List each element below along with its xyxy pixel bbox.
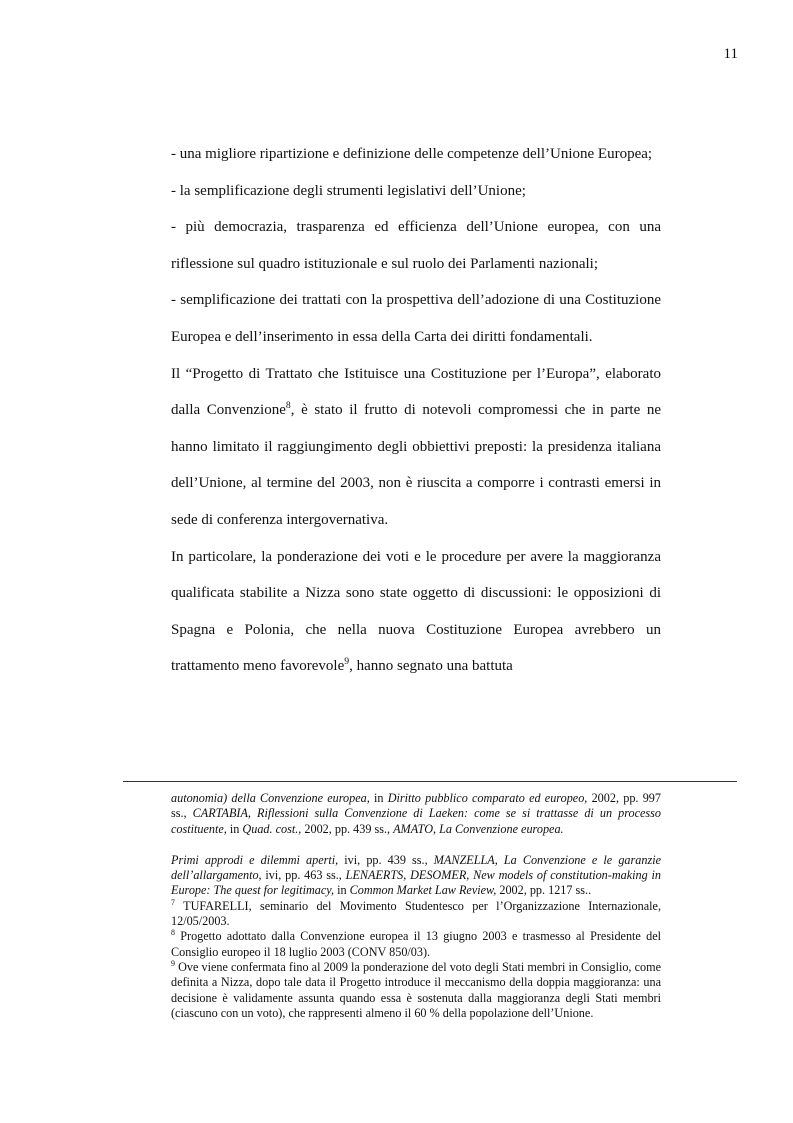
footnote-separator <box>123 781 737 782</box>
paragraph-progetto <box>171 356 661 539</box>
footnote-continuation-2 <box>171 853 661 899</box>
paragraph-progetto-text-b: , è stato il frutto di notevoli compromessi che in parte ne hanno limitato il raggiungimento degli obbiettivi preposti: la presidenza italiana dell’Unione, al termine del 2003, non è riuscita a comporre i contrasti emersi in sede di conferenza intergovernativa. <box>171 402 661 528</box>
footnote-continuation-1 <box>171 791 661 837</box>
fn-cont1-t7: Quad. cost., <box>242 821 302 836</box>
fn-cont1-t6: in <box>226 821 243 836</box>
paragraph-particolare-text-b: , hanno segnato una battuta <box>349 658 513 675</box>
list-item-competenze: - una migliore ripartizione e definizione delle competenze dell’Unione Europea; <box>171 146 653 162</box>
fn-cont1-t9: AMATO, La Convenzione europea. <box>393 821 564 836</box>
footnote-8-number: 8 <box>171 928 175 938</box>
fn-cont1-t8: 2002, pp. 439 ss., <box>301 821 394 836</box>
fn-cont1-t5: CARTABIA, Riflessioni sulla Convenzione di Laeken: come se si trattasse di un processo costituente, <box>171 806 661 836</box>
fn-cont1-t2: in <box>369 791 388 805</box>
footnote-8-text: Progetto adottato dalla Convenzione europea il 13 giugno 2003 e trasmesso al Presidente del Consiglio europeo il 18 luglio 2003 (CONV 850/03). <box>171 929 661 959</box>
fn-cont2-t8: 2002, pp. 1217 ss.. <box>496 883 592 898</box>
fn-cont1-t3: Diritto pubblico comparato ed europeo, <box>387 791 588 805</box>
body-text <box>171 136 661 685</box>
footnote-9 <box>171 960 661 1021</box>
footnotes <box>171 791 661 1021</box>
fn-cont2-t5: LENAERTS, DESOMER, New models of constitution-making in Europe: The quest for legitimacy, <box>171 868 661 898</box>
paragraph-particolare <box>171 539 661 685</box>
footnote-8 <box>171 929 661 960</box>
paragraph-particolare-text-a: In particolare, la ponderazione dei voti e le procedure per avere la maggioranza qualificata stabilite a Nizza sono state oggetto di discussioni: le opposizioni di Spagna e Polonia, che nella nuova Costituzione Europea avrebbero un trattamento meno favorevole <box>171 548 661 675</box>
list-item-semplificazione-strumenti: - la semplificazione degli strumenti legislativi dell’Unione; <box>171 182 526 199</box>
footnote-7 <box>171 899 661 930</box>
footnote-7-text: TUFARELLI, seminario del Movimento Studentesco per l’Organizzazione Internazionale, 12/05/2003. <box>171 898 661 929</box>
fn-cont2-t7: Common Market Law Review, <box>349 883 497 898</box>
footnote-9-number: 9 <box>171 958 175 968</box>
fn-cont1-t1: autonomia) della Convenzione europea, <box>171 791 370 805</box>
footnote-ref-9: 9 <box>344 656 350 668</box>
fn-cont2-t2: ivi, pp. 439 ss., <box>338 852 434 867</box>
footnote-ref-8: 8 <box>285 400 291 412</box>
footnote-7-number: 7 <box>171 897 175 907</box>
list-item-trattati: - semplificazione dei trattati con la prospettiva dell’adozione di una Costituzione Europea e dell’inserimento in essa della Carta dei diritti fondamentali. <box>171 292 661 345</box>
fn-cont1-t4: 2002, pp. 997 ss., <box>171 791 661 821</box>
page-number: 11 <box>723 46 738 62</box>
list-item-democrazia: - più democrazia, trasparenza ed efficienza dell’Unione europea, con una riflessione sul quadro istituzionale e sul ruolo dei Parlamenti nazionali; <box>171 219 661 272</box>
fn-cont2-t6: in <box>334 883 350 898</box>
paragraph-progetto-text-a: Il “Progetto di Trattato che Istituisce una Costituzione per l’Europa”, elaborato dalla Convenzione <box>171 365 661 419</box>
fn-cont2-t1: Primi approdi e dilemmi aperti, <box>171 852 339 867</box>
footnote-9-text: Ove viene confermata fino al 2009 la ponderazione del voto degli Stati membri in Consiglio, come definita a Nizza, dopo tale data il Progetto introduce il meccanismo della doppia maggioranza: una decisione è validamente assunta quando essa è sostenuta dalla maggioranza degli Stati membri (ciascuno con un voto), che rappresenti almeno il 60 % della popolazione dell’Unione. <box>171 959 661 1020</box>
fn-cont2-t4: ivi, pp. 463 ss., <box>261 868 346 883</box>
fn-cont2-t3: MANZELLA, La Convenzione e le garanzie dell’allargamento, <box>171 852 661 883</box>
